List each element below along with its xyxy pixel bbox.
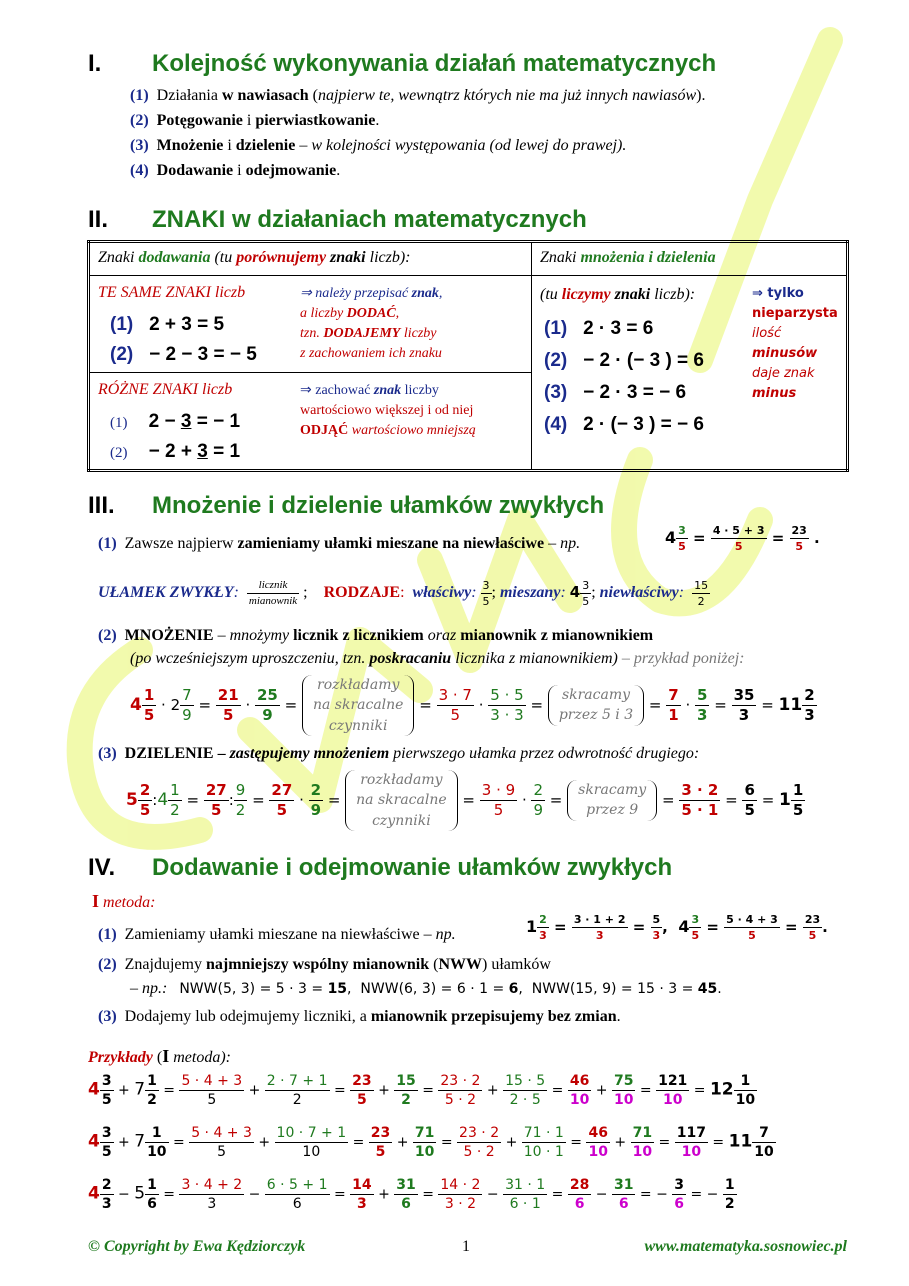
section-3-number: III. — [88, 492, 115, 519]
multiplication-rule-note: (po wcześniejszym uproszczeniu, tzn. poskracaniu licznika z mianownikiem) – przykład poniżej: — [130, 650, 745, 667]
mixed-to-improper-example: 4 $\frac{3}{5}$ = $\frac{4 \cdot 5 + 3}{5}$ = $\frac{23}{5}$ . — [665, 524, 820, 553]
fraction-definition: UŁAMEK ZWYKŁY: $\frac{\text{licznik}}{\text{mianownik}}$ ; RODZAJE: właściwy: $\frac{3}{5}$ ; mieszany: 4 $\frac{3}{5}$ ; niewłaściwy: $\frac{15}{2}$ — [98, 579, 709, 608]
addition-rule-2: (2) Znajdujemy najmniejszy wspólny mianownik (NWW) ułamków — [98, 956, 551, 973]
division-rule: (3) DZIELENIE – zastępujemy mnożeniem pierwszego ułamka przez odwrotność drugiego: — [98, 745, 700, 762]
division-example: 5 $\frac{2}{5}$ :4 $\frac{1}{2}$ = $\frac{27}{5}$ : $\frac{9}{2}$ = $\frac{27}{5}$ · $\frac{2}{9}$ = rozkładamy na skracalne czynniki = $\frac{3 \cdot 9}{5}$ · $\frac{2}{9}$ = skracamy przez 9 = $\frac{3 \cdot 2}{5 \cdot 1}$ = $\frac{6}{5}$ = 1 $\frac{1}{5}$ — [126, 770, 805, 831]
mixed-to-improper-rule: (1) Zawsze najpierw zamieniamy ułamki mieszane na niewłaściwe – np. — [98, 535, 581, 552]
method-label: I metoda: — [92, 891, 156, 911]
footer-copyright: © Copyright by Ewa Kędziorczyk — [88, 1238, 306, 1255]
rule-3: (3) Mnożenie i dzielenie – w kolejności występowania (od lewej do prawej). — [130, 137, 627, 154]
lcm-examples: – np.: NWW(5, 3) = 5 · 3 = 15, NWW(6, 3) = 6 · 1 = 6, NWW(15, 9) = 15 · 3 = 45. — [130, 980, 722, 997]
section-4-number: IV. — [88, 854, 116, 881]
rule-1: (1) Działania w nawiasach (najpierw te, wewnątrz których nie ma już innych nawiasów). — [130, 87, 706, 104]
section-1-title: Kolejność wykonywania działań matematycznych — [152, 50, 717, 77]
minus-count-note: ⇒ tylko nieparzysta ilość minusów daje znak minus — [752, 286, 838, 401]
multiplication-example: 4 $\frac{1}{5}$ · 2 $\frac{7}{9}$ = $\frac{21}{5}$ · $\frac{25}{9}$ = rozkładamy na skracalne czynniki = $\frac{3 \cdot 7}{5}$ · $\frac{5 \cdot 5}{3 \cdot 3}$ = skracamy przez 5 i 3 = $\frac{7}{1}$ · $\frac{5}{3}$ = $\frac{35}{3}$ = 11 $\frac{2}{3}$ — [130, 675, 817, 736]
addition-header: Znaki dodawania (tu porównujemy znaki liczb): — [89, 242, 532, 276]
section-1-number: I. — [88, 50, 102, 77]
examples-heading: Przykłady (I metoda): — [88, 1046, 231, 1066]
page-number: 1 — [462, 1238, 470, 1255]
signs-table — [87, 240, 849, 472]
addition-example-2: 4 $\frac{3}{5}$ + 7 $\frac{1}{10}$ = $\frac{5 \cdot 4 + 3}{5}$ + $\frac{10 \cdot 7 + 1}{10}$ = $\frac{23}{5}$ + $\frac{71}{10}$ = $\frac{23 \cdot 2}{5 \cdot 2}$ + $\frac{71 \cdot 1}{10 \cdot 1}$ = $\frac{46}{10}$ + $\frac{71}{10}$ = $\frac{117}{10}$ = 11 $\frac{7}{10}$ — [88, 1125, 774, 1160]
addition-rule-1: (1) Zamieniamy ułamki mieszane na niewłaściwe – np. — [98, 926, 456, 943]
section-2-title: ZNAKI w działaniach matematycznych — [152, 206, 587, 233]
addition-rule-1-example: 1 $\frac{2}{3}$ = $\frac{3 \cdot 1 + 2}{3}$ = $\frac{5}{3}$ , 4 $\frac{3}{5}$ = $\frac{5 \cdot 4 + 3}{5}$ = $\frac{23}{5}$ . — [526, 913, 828, 942]
section-3-title: Mnożenie i dzielenie ułamków zwykłych — [152, 492, 605, 519]
addition-rule-3: (3) Dodajemy lub odejmujemy liczniki, a mianownik przepisujemy bez zmian. — [98, 1008, 621, 1025]
section-2-number: II. — [88, 206, 109, 233]
rule-2: (2) Potęgowanie i pierwiastkowanie. — [130, 112, 380, 129]
rule-4: (4) Dodawanie i odejmowanie. — [130, 162, 341, 179]
multiplication-header: Znaki mnożenia i dzielenia — [532, 242, 848, 276]
same-signs-cell: TE SAME ZNAKI liczb (1) 2 + 3 = 5 (2) − 2 − 3 = − 5 ⇒ należy przepisać znak, a liczby DODAĆ, tzn. DODAJEMY liczby z zachowaniem ich znaku — [89, 276, 532, 373]
section-4-title: Dodawanie i odejmowanie ułamków zwykłych — [152, 854, 673, 881]
footer-website[interactable]: www.matematyka.sosnowiec.pl — [644, 1238, 847, 1255]
multiplication-cell: (tu liczymy znaki liczb): (1) 2 · 3 = 6 (2) − 2 · (− 3 ) = 6 (3) − 2 · 3 = − 6 (4) 2 · (− 3 ) = − 6 ⇒ tylko nieparzysta ilość minusów daje znak minus — [532, 276, 848, 471]
addition-example-1: 4 $\frac{3}{5}$ + 7 $\frac{1}{2}$ = $\frac{5 \cdot 4 + 3}{5}$ + $\frac{2 \cdot 7 + 1}{2}$ = $\frac{23}{5}$ + $\frac{15}{2}$ = $\frac{23 \cdot 2}{5 \cdot 2}$ + $\frac{15 \cdot 5}{2 \cdot 5}$ = $\frac{46}{10}$ + $\frac{75}{10}$ = $\frac{121}{10}$ = 12 $\frac{1}{10}$ — [88, 1073, 756, 1108]
different-signs-cell: RÓŻNE ZNAKI liczb (1) 2 − 3 = − 1 (2) − 2 + 3 = 1 ⇒ zachować znak liczby wartościowo większej i od niej ODJĄĆ wartościowo mniejszą — [89, 373, 532, 471]
subtraction-example: 4 $\frac{2}{3}$ − 5 $\frac{1}{6}$ = $\frac{3 \cdot 4 + 2}{3}$ − $\frac{6 \cdot 5 + 1}{6}$ = $\frac{14}{3}$ + $\frac{31}{6}$ = $\frac{14 \cdot 2}{3 \cdot 2}$ − $\frac{31 \cdot 1}{6 \cdot 1}$ = $\frac{28}{6}$ − $\frac{31}{6}$ = − $\frac{3}{6}$ = − $\frac{1}{2}$ — [88, 1177, 735, 1212]
multiplication-rule: (2) MNOŻENIE – mnożymy licznik z licznikiem oraz mianownik z mianownikiem — [98, 627, 654, 644]
